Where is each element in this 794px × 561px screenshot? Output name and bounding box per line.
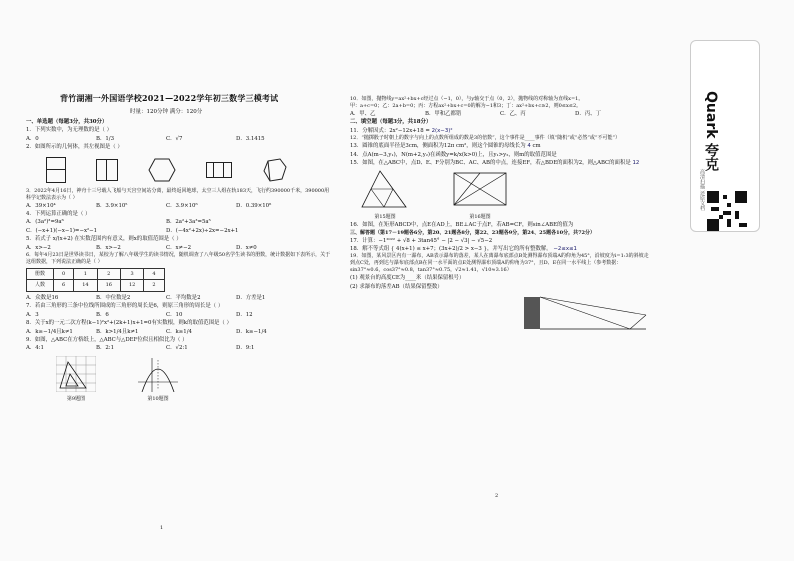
page-number: 1: [160, 525, 164, 531]
question-11-text: 11．分解因式：2x²−12x+18 =: [350, 127, 430, 134]
page-number: 2: [495, 493, 499, 499]
option: B．6: [96, 311, 109, 318]
option: B．3.9×10⁵: [96, 202, 128, 209]
figure-10-caption: 第10题图: [147, 396, 169, 403]
table-cell: 3: [120, 269, 143, 280]
parabola-figure: [136, 356, 180, 392]
question-17: 17．计算：−1²⁰²² + √8 + 3tan45° − |2 − √3| − √5−2: [350, 237, 493, 244]
section-solve: 三、解答题（第17－19题各6分，第20、21题各8分，第22、23题各9分，第24、25题各10分，共72分）: [350, 229, 596, 236]
option: D．0.39×10⁶: [236, 202, 272, 209]
question-13: [350, 142, 685, 150]
figure-16-caption: 第16题图: [469, 213, 491, 220]
table-row: [27, 280, 165, 291]
book-count-table: [26, 268, 165, 292]
option: A．(3a²)³=9a⁶: [26, 219, 64, 226]
option: D．3.1415: [236, 135, 265, 142]
q10-options: [350, 110, 685, 118]
solid-figure: [262, 157, 288, 183]
figure-option-b: [96, 159, 118, 181]
question-19-part-1: (1) 观景台的高度CE为____米（结果保留根号）: [350, 275, 465, 282]
left-figures: [56, 356, 331, 404]
quark-logo: Quark 夸克: [703, 91, 719, 172]
q4-options-row1: [26, 218, 331, 226]
handwritten-answer: 4: [527, 143, 531, 150]
table-cell: 册数: [27, 269, 54, 280]
question-10-statements: 甲：a+c=0；乙：2a+b=0；丙：方程ax²+bx+c=0的解为−1和3；丁：ax²+bx+c≥2，则0≤x≤2。: [350, 103, 582, 109]
option: A．39×10⁴: [26, 202, 56, 209]
right-column: [350, 96, 685, 335]
option: B．2:1: [96, 345, 115, 352]
question-13-text: 13．圆锥的底面半径是3cm，侧面积为12π cm²，则这个圆锥的母线长为: [350, 143, 526, 150]
table-cell: 1: [74, 269, 97, 280]
handwritten-answer: 12: [632, 160, 640, 167]
question-7: 7．若由三角形的三条中位线所围成的三角形的周长是6，则原三角形的周长是（ ）: [26, 303, 224, 310]
option: C．3.9×10⁶: [166, 202, 198, 209]
option: D．(−4x²+2x)÷2x=−2x+1: [166, 227, 239, 234]
option: A．甲、乙: [350, 111, 376, 117]
left-column: [26, 118, 331, 404]
option: C．x≠−2: [166, 244, 192, 251]
question-1: 1．下列实数中，为无理数的是（ ）: [26, 127, 113, 134]
table-cell: 12: [120, 280, 143, 291]
triangle-figure: [360, 169, 410, 209]
option: C．√7: [166, 135, 183, 142]
option: B．x>−2: [96, 244, 121, 251]
figure-option-a: [46, 157, 66, 183]
option: C．乙、丙: [500, 111, 526, 117]
table-cell: 2: [144, 280, 164, 291]
figure-option-d: [206, 162, 232, 178]
question-13-unit: cm: [532, 143, 541, 150]
table-cell: 2: [97, 269, 120, 280]
table-cell: 14: [74, 280, 97, 291]
question-14: 14．点A(m−3,y₁)，N(m+2,y₂)在函数y=k/x(k>0)上，且y₁>y₂，则m的取值范围是: [350, 151, 557, 158]
question-4: 4．下列运算正确的是（ ）: [26, 211, 91, 218]
option: A．4:1: [26, 345, 44, 352]
table-cell: 人数: [27, 280, 54, 291]
question-3: 3．2022年4月16日，神舟十三号载人飞船与天宫空间站分离，最终返回地球，太空三人组在轨183天，飞行约390000千米，390000用科学记数法表示为（ ）: [26, 187, 330, 201]
option: D．丙、丁: [575, 111, 601, 117]
figure-15: [360, 169, 410, 221]
question-15: [350, 159, 685, 167]
question-11: [350, 127, 685, 135]
question-16: 16．如图，在矩形ABCD中，点E在AD上，BE⊥AC于点F，若AB=CF，则sin∠ABE的值为: [350, 222, 574, 229]
option: A．3: [26, 311, 39, 318]
quark-hint: 高清扫描 还原文档: [699, 169, 705, 211]
exam-subtitle: 时量：120分钟 满分：120分: [130, 109, 203, 115]
qr-code-icon: [707, 191, 747, 231]
option: C．√2:1: [166, 345, 188, 352]
q4-options-row2: [26, 227, 331, 235]
question-12: 12．“抛掷骰子时朝上的数字与向上的点数所组成的数是3的倍数”，这个事件是____事件（填“随机”或“必然”或“不可能”）: [350, 135, 620, 142]
question-2: 2．如图所示的几何体，其左视图是（ ）: [26, 144, 123, 151]
table-cell: 6: [54, 280, 74, 291]
table-cell: 16: [97, 280, 120, 291]
q8-options: [26, 328, 331, 336]
section-single-choice: 一、单选题（每题3分，共30分）: [26, 119, 108, 125]
q9-options: [26, 344, 331, 352]
figure-9: [56, 356, 96, 404]
option: D．x≠0: [236, 244, 257, 251]
figure-option-c: [148, 158, 176, 182]
q7-options: [26, 311, 331, 319]
option: B．中位数是2: [96, 294, 131, 301]
option: D．方差是1: [236, 294, 266, 301]
question-15-text: 15．如图，在△ABC中，点D、E、F分别为BC、AC、AB的中点，连接EF，若△BDE的面积为2，则△ABC的面积是: [350, 160, 631, 167]
q3-options: [26, 202, 331, 210]
q5-options: [26, 244, 331, 252]
option: C．k≥1/4: [166, 328, 192, 335]
option: B．k>1/4且k≠1: [96, 328, 139, 335]
question-19: 19．如图，某风景区内有一瀑布，AB表示瀑布的落差，某人在离瀑布底部点B处测得瀑布顶端A的仰角为45°，沿坡度为i=1:3的斜坡走到点C处，再到达与瀑布底部点B在同一水平面的点E处测得瀑布顶端A的仰角为37°，且D、E在同一水平线上（参考数据：sin37°≈0.6，cos37°≈0.8，tan37°≈0.75，√2≈1.41，√10≈3.16）: [350, 253, 649, 274]
right-figures: [360, 169, 685, 221]
figure-9-caption: 第9题图: [66, 396, 86, 403]
rectangle-figure: [450, 169, 510, 209]
option: B．甲和乙都错: [425, 111, 462, 117]
option: C．10: [166, 311, 183, 318]
waterfall-figure: [520, 291, 650, 331]
question-9: 9．如图，△ABC在方格纸上，△ABC与△DEF位似且相似比为（ ）: [26, 336, 188, 343]
handwritten-answer: −2≤x≤1: [553, 246, 577, 253]
table-header-row: [27, 269, 165, 280]
table-cell: 0: [54, 269, 74, 280]
figure-16: [450, 169, 510, 221]
q2-figures: [46, 155, 331, 185]
option: D．12: [236, 311, 253, 318]
figure-10: [136, 356, 180, 404]
option: A．众数是16: [26, 294, 59, 301]
option: C．(−x+1)(−x−1)=−x²−1: [26, 227, 98, 234]
exam-title: 背竹湖湘一外国语学校2021—2022学年初三数学三模考试: [60, 93, 279, 103]
q1-options: [26, 135, 331, 143]
q6-options: [26, 294, 331, 302]
option: C．平均数是2: [166, 294, 201, 301]
option: D．9:1: [236, 345, 255, 352]
option: B．2a²+3a³=5a⁵: [166, 219, 211, 226]
question-10: 10．如图，抛物线y=ax²+bx+c经过点（−1，0），与y轴交于点（0，2），抛物线的对称轴为直线x=1。: [350, 96, 584, 102]
quark-scan-watermark: [690, 40, 760, 232]
question-5: 5．若式子 x/(x+2) 在实数范围内有意义，则x的取值范围是（ ）: [26, 236, 182, 243]
question-18-text: 18．解不等式组 { 4(x+1) ≤ x+7；(3x+2)/2 > x−3 }，并写出它的所有整数解。: [350, 246, 552, 253]
option: A．0: [26, 135, 39, 142]
grid-figure: [56, 356, 96, 392]
section-fill-blank: 二、填空题（每题3分，共18分）: [350, 119, 432, 126]
question-8: 8．关于x的一元二次方程(k−1)²x²+(2k+1)x+1=0有实数根，则k的取值范围是（ ）: [26, 320, 232, 327]
question-6: 6．每年4月23日是世界读书日，某校为了解八年级学生的读书情况，随机调查了八年级50名学生读书的册数，统计数据如下表所示，关于这组数据，下列说法正确的是（ ）: [26, 252, 331, 266]
option: B．1/3: [96, 135, 115, 142]
option: A．x>−2: [26, 244, 51, 251]
question-19-part-2: (2) 求瀑布的落差AB（结果保留整数）: [350, 283, 443, 290]
option: D．k≥−1/4: [236, 328, 267, 335]
figure-15-caption: 第15题图: [374, 213, 396, 220]
handwritten-answer: 2(x−3)²: [431, 127, 453, 134]
option: A．k≥−1/4且k≠1: [26, 328, 73, 335]
table-cell: 4: [144, 269, 164, 280]
